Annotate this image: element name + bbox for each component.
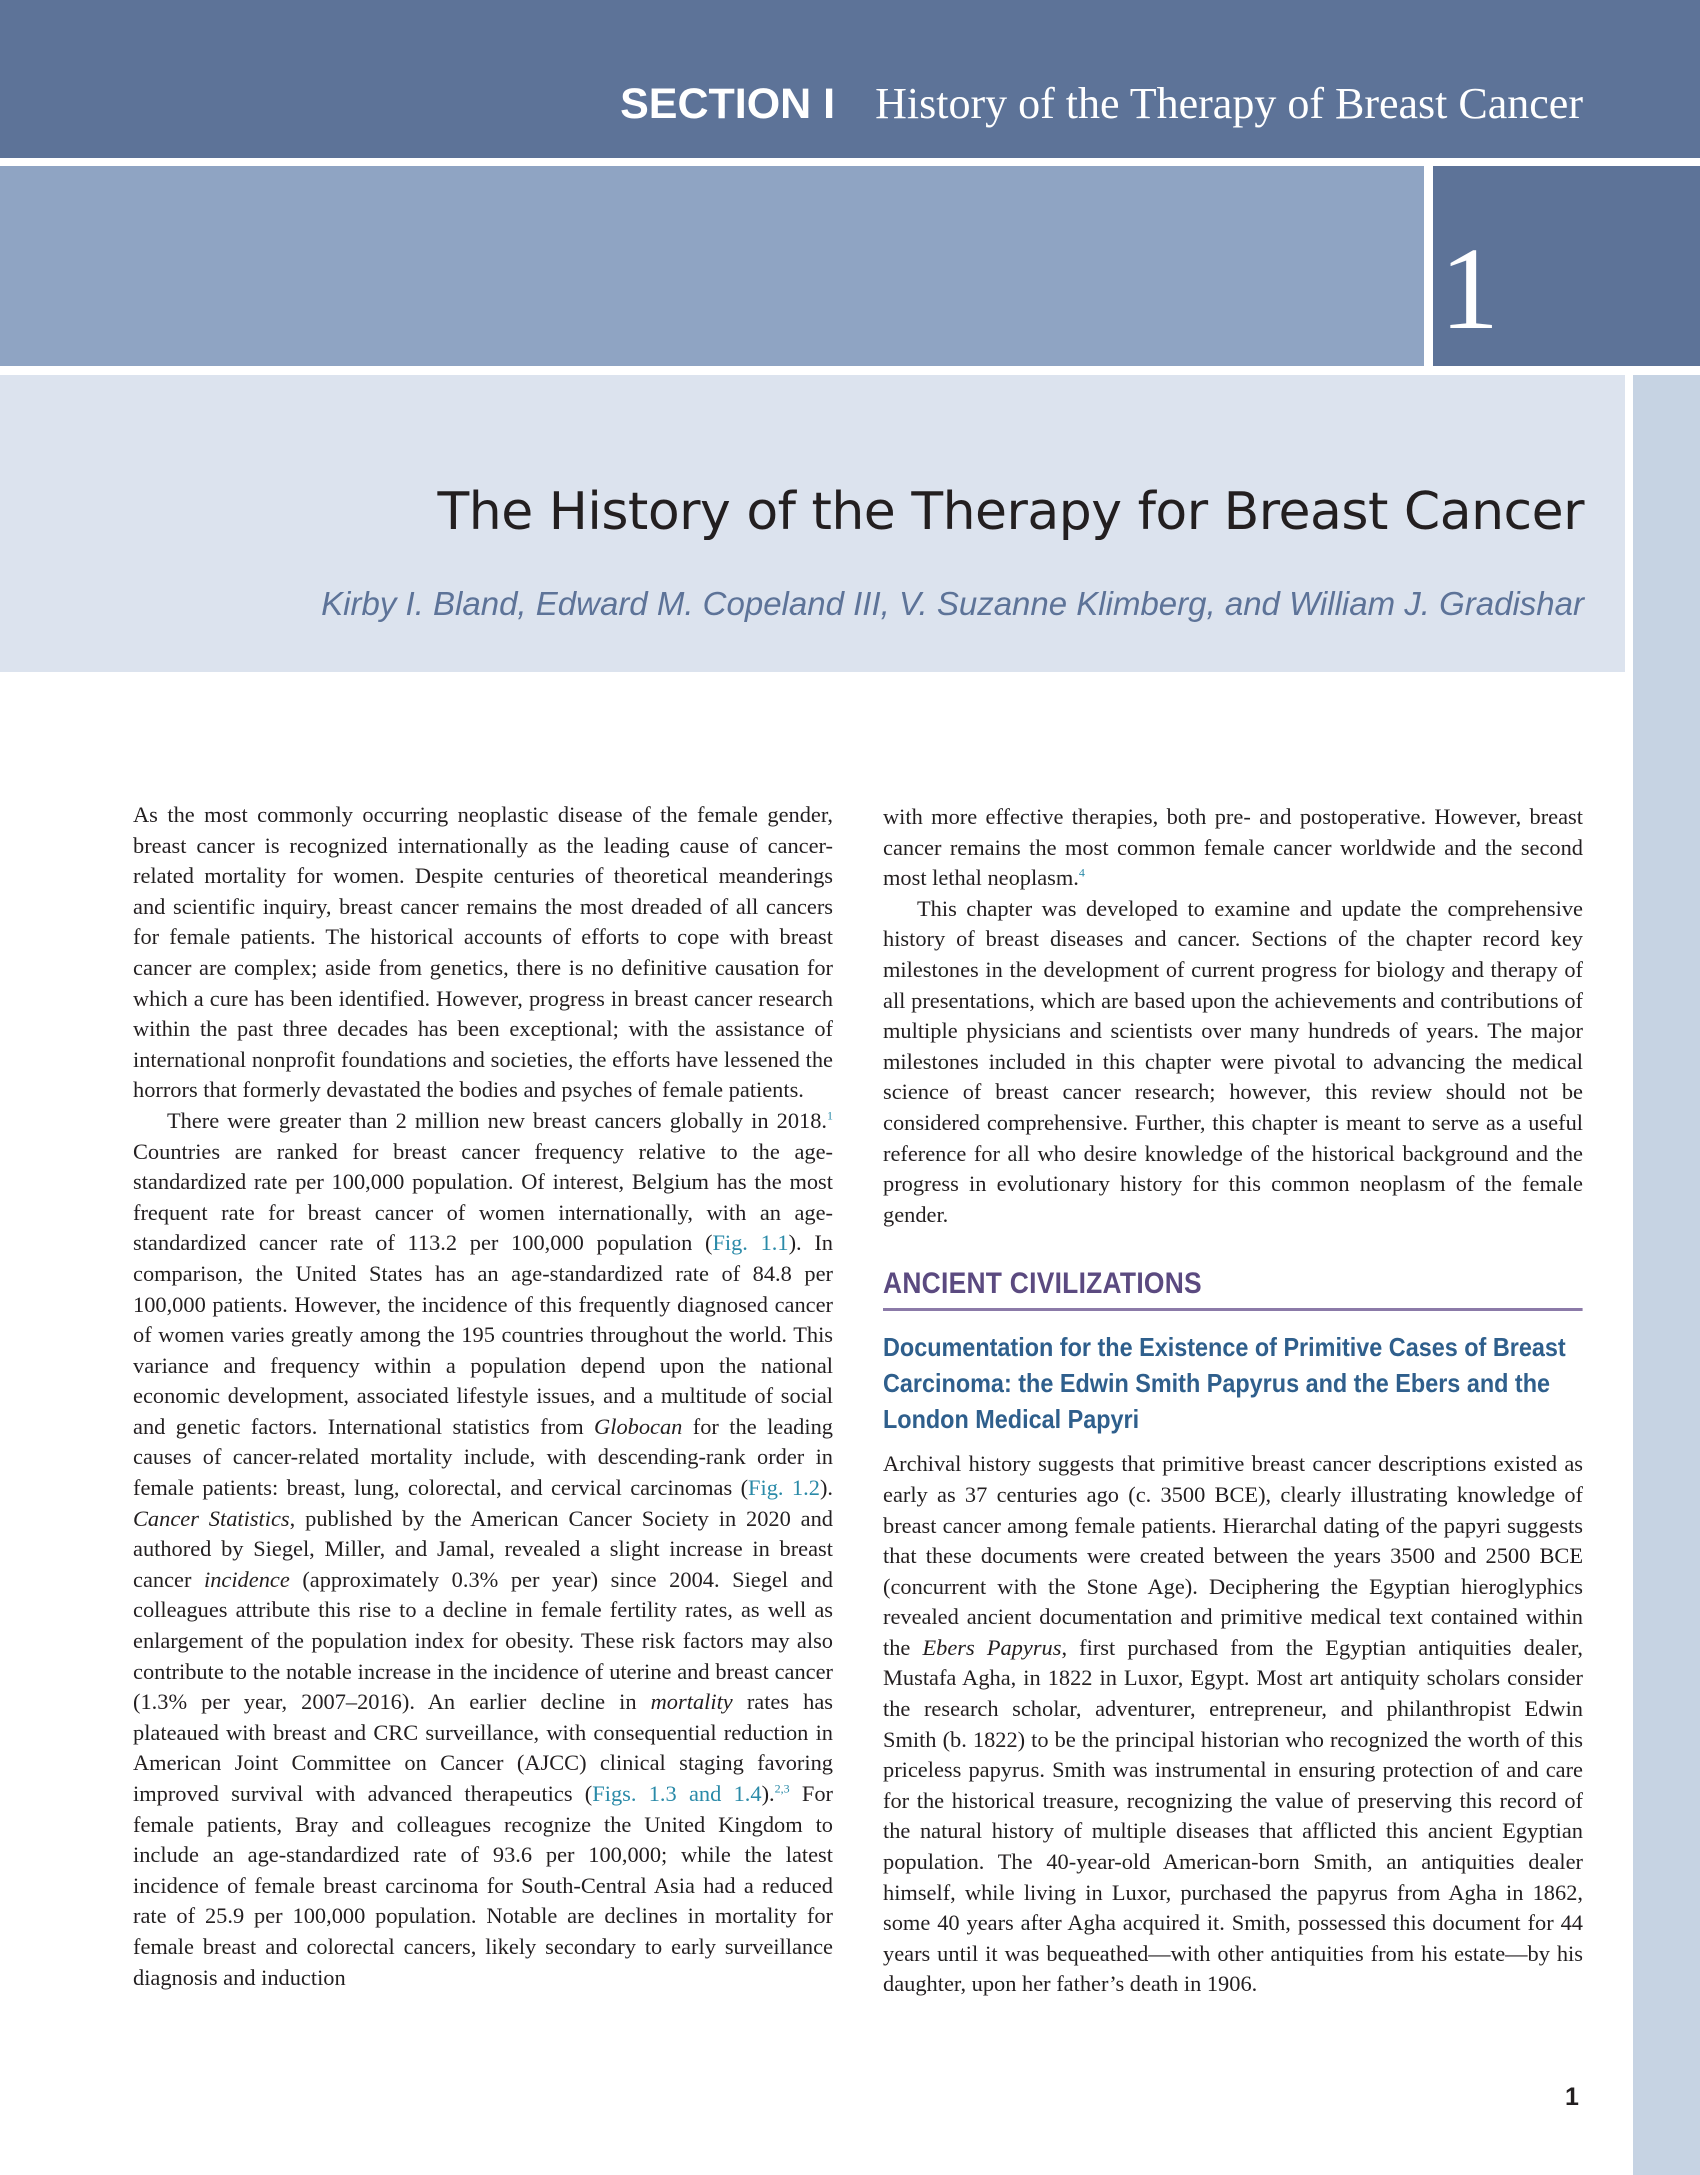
figure-link[interactable]: Fig. 1.1 <box>712 1230 789 1256</box>
chapter-band <box>0 166 1424 366</box>
chapter-title: The History of the Therapy for Breast Cancer <box>437 482 1584 542</box>
section-title: History of the Therapy of Breast Cancer <box>875 79 1583 128</box>
paragraph: This chapter was developed to examine and update the comprehensive history of breast diseases and cancer. Sections of the chapter record key milestones in the development of current progress for biology and therapy of all presentations, which are based upon the achievements and contributions of multiple physicians and scientists over many hundreds of years. The major milestones included in this chapter were pivotal to advancing the medical science of breast cancer research; however, this review should not be considered comprehensive. Further, this chapter is meant to serve as a useful reference for all who desire knowledge of the historical background and the progress in evolutionary history for this common neoplasm of the female gender. <box>883 895 1583 1227</box>
chapter-number: 1 <box>1440 223 1499 354</box>
side-bar <box>1633 375 1700 2175</box>
reference-link[interactable]: 2,3 <box>774 1781 790 1796</box>
figure-link[interactable]: Figs. 1.3 and 1.4 <box>592 1781 762 1806</box>
paragraph: Archival history suggests that primitive breast cancer descriptions existed as early as 37 centuries ago (c. 3500 BCE), clearly illustrating knowledge of breast cancer among female patients. Hierarchal dating of the papyri suggests that these documents were created between the years 3500 and 2500 BCE (concurrent with the Stone Age). Deciphering the Egyptian hieroglyphics revealed ancient documentation and primitive medical text contained within the Ebers Papyrus, first purchased from the Egyptian antiquities dealer, Mustafa Agha, in 1822 in Luxor, Egypt. Most art antiquity scholars consider the research scholar, adventurer, entrepreneur, and philanthropist Edwin Smith (b. 1822) to be the principal historian who recognized the worth of this priceless papyrus. Smith was instrumental in ensuring protection of and care for the historical treasure, recognizing the value of preserving this record of the natural history of multiple diseases that afflicted this ancient Egyptian population. The 40-year-old American-born Smith, an antiquities dealer himself, while living in Luxor, purchased the papyrus from Agha in 1862, some 40 years after Agha acquired it. Smith, possessed this document for 44 years until it was bequeathed—with other antiquities from his estate—by his daughter, upon her father’s death in 1906. <box>883 1451 1584 1997</box>
chapter-authors: Kirby I. Bland, Edward M. Copeland III, V. Suzanne Klimberg, and William J. Gradishar <box>321 585 1584 622</box>
section-label <box>620 78 1583 129</box>
section-number: SECTION I <box>620 80 836 128</box>
reference-link[interactable]: 4 <box>1078 865 1085 880</box>
paragraph: There were greater than 2 million new breast cancers globally in 2018.$^1$ Countries are ranked for breast cancer frequency relative to the age-standardized rate per 100,000 population. Of interest, Belgium has the most frequent rate for breast cancer of women internationally, with an age-standardized cancer rate of 113.2 per 100,000 population (Fig. 1.1). In comparison, the United States has an age-standardized rate of 84.8 per 100,000 patients. However, the incidence of this frequently diagnosed cancer of women varies greatly among the 195 countries throughout the world. This variance and frequency within a population depend upon the national economic development, associated lifestyle issues, and a multitude of social and genetic factors. International statistics from Globocan for the leading causes of cancer-related mortality include, with descending-rank order in female patients: breast, lung, colorectal, and cervical carcinomas (Fig. 1.2). Cancer Statistics, published by the American Cancer Society in 2020 and authored by Siegel, Miller, and Jamal, revealed a slight increase in breast cancer incidence (approximately 0.3% per year) since 2004. Siegel and colleagues attribute this rise to a decline in female fertility rates, as well as enlargement of the population index for obesity. These risk factors may also contribute to the notable increase in the incidence of uterine and breast cancer (1.3% per year, 2007–2016). An earlier decline in mortality rates has plateaued with breast and CRC surveillance, with consequential reduction in American Joint Committee on Cancer (AJCC) clinical staging favoring improved survival with advanced therapeutics (Figs. 1.3 and 1.4).$^{2,3}$ For female patients, Bray and colleagues recognize the United Kingdom to include an age-standardized rate of 93.6 per 100,000; while the latest incidence of female breast carcinoma for South-Central Asia had a reduced rate of 25.9 per 100,000 population. Notable are declines in mortality for female breast and colorectal cancers, likely secondary to early surveillance diagnosis and induction <box>133 1107 834 1990</box>
right-column <box>883 802 1583 2000</box>
subsection-heading: Documentation for the Existence of Primitive Cases of Breast Carcinoma: the Edwin Smith Papyrus and the Ebers and the London Medical Papyri <box>883 1332 1566 1435</box>
page-number: 1 <box>1565 2083 1579 2111</box>
left-column <box>133 800 833 1993</box>
figure-link[interactable]: Fig. 1.2 <box>748 1475 820 1501</box>
paragraph: with more effective therapies, both pre- and postoperative. However, breast cancer remains the most common female cancer worldwide and the second most lethal neoplasm.$^4$ <box>883 804 1583 891</box>
section-heading: ANCIENT CIVILIZATIONS <box>883 1266 1583 1311</box>
reference-link[interactable]: 1 <box>827 1108 833 1123</box>
paragraph: As the most commonly occurring neoplastic disease of the female gender, breast cancer is recognized internationally as the leading cause of cancer-related mortality for women. Despite centuries of theoretical meanderings and scientific inquiry, breast cancer remains the most dreaded of all cancers for female patients. The historical accounts of efforts to cope with breast cancer are complex; aside from genetics, there is no definitive causation for which a cure has been identified. However, progress in breast cancer research within the past three decades has been exceptional; with the assistance of international nonprofit foundations and societies, the efforts have lessened the horrors that formerly devastated the bodies and psyches of female patients. <box>133 802 833 1103</box>
